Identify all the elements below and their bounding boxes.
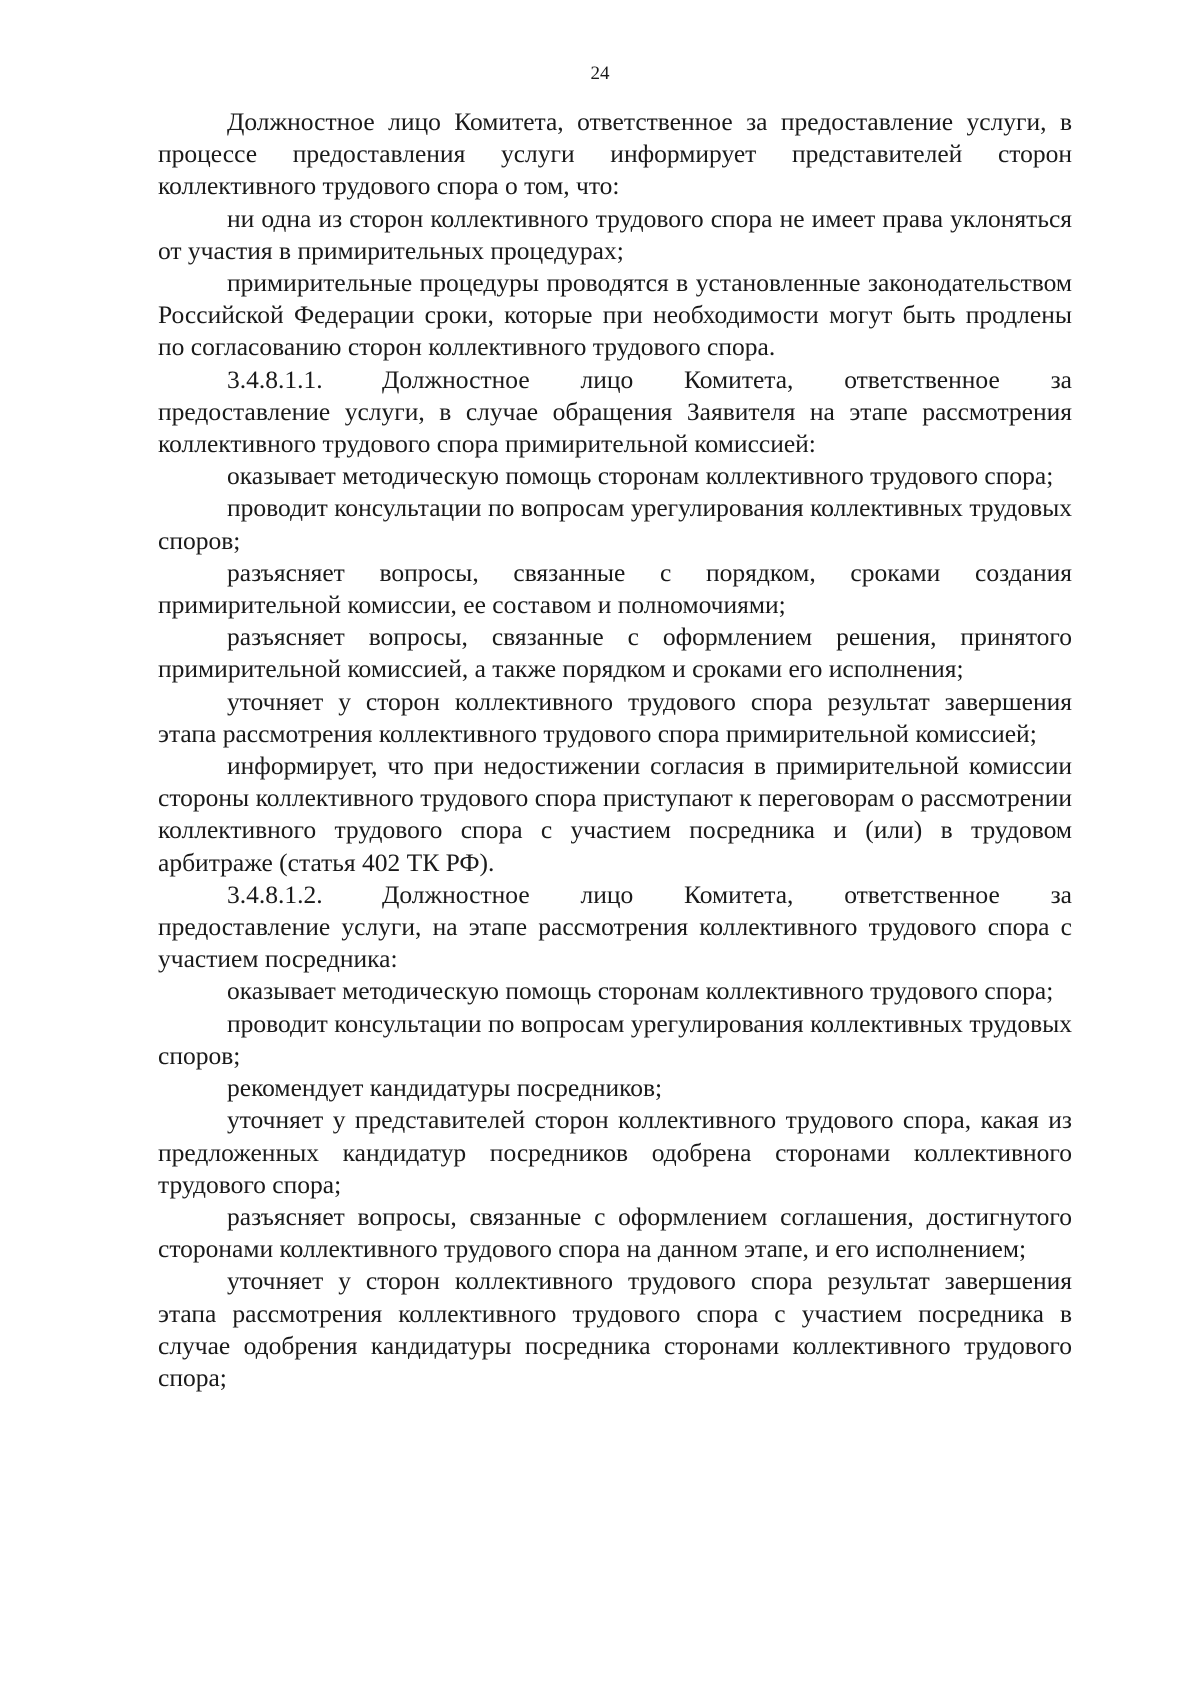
paragraph: разъясняет вопросы, связанные с оформлением решения, принятого примирительной комиссией, а также порядком и сроками его исполнения; <box>158 622 1072 684</box>
page-number: 24 <box>590 63 610 84</box>
paragraph: примирительные процедуры проводятся в установленные законодательством Российской Федерации сроки, которые при необходимости могут быть продлены по согласованию сторон коллективного трудового спора. <box>158 268 1072 362</box>
section-number: 3.4.8.1.1. <box>227 364 323 394</box>
paragraph: рекомендует кандидатуры посредников; <box>227 1073 663 1103</box>
paragraph: разъясняет вопросы, связанные с порядком, сроками создания примирительной комиссии, ее составом и полномочиями; <box>158 557 1072 620</box>
section-paragraph <box>158 879 1072 976</box>
paragraph: Должностное лицо Комитета, ответственное за предоставление услуги, в процессе предоставления услуги информирует представителей сторон коллективного трудового спора о том, что: <box>158 107 1072 201</box>
section-text: Должностное лицо Комитета, ответственное за предоставление услуги, на этапе рассмотрения коллективного трудового спора с участием посредника: <box>158 879 1072 974</box>
paragraph: уточняет у сторон коллективного трудового спора результат завершения этапа рассмотрения коллективного трудового спора с участием посредника в случае одобрения кандидатуры посредника сторонами коллективного трудового спора; <box>158 1266 1072 1392</box>
paragraph: информирует, что при недостижении согласия в примирительной комиссии стороны коллективного трудового спора приступают к переговорам о рассмотрении коллективного трудового спора с участием посредника и (или) в трудовом арбитраже (статья 402 ТК РФ). <box>158 751 1072 877</box>
section-paragraph <box>158 364 1072 461</box>
paragraph: оказывает методическую помощь сторонам коллективного трудового спора; <box>227 976 1054 1006</box>
paragraph: оказывает методическую помощь сторонам коллективного трудового спора; <box>227 461 1054 491</box>
paragraph: проводит консультации по вопросам урегулирования коллективных трудовых споров; <box>158 493 1072 555</box>
paragraph: уточняет у представителей сторон коллективного трудового спора, какая из предложенных кандидатур посредников одобрена сторонами коллективного трудового спора; <box>158 1105 1072 1199</box>
section-text: Должностное лицо Комитета, ответственное за предоставление услуги, в случае обращения Заявителя на этапе рассмотрения коллективного трудового спора примирительной комиссией: <box>158 364 1072 459</box>
paragraph: уточняет у сторон коллективного трудового спора результат завершения этапа рассмотрения коллективного трудового спора примирительной комиссией; <box>158 686 1072 748</box>
paragraph: проводит консультации по вопросам урегулирования коллективных трудовых споров; <box>158 1008 1072 1070</box>
section-number: 3.4.8.1.2. <box>227 879 323 909</box>
paragraph: ни одна из сторон коллективного трудового спора не имеет права уклоняться от участия в примирительных процедурах; <box>158 203 1072 265</box>
document-body <box>158 106 1072 1394</box>
paragraph: разъясняет вопросы, связанные с оформлением соглашения, достигнутого сторонами коллективного трудового спора на данном этапе, и его исполнением; <box>158 1201 1072 1264</box>
